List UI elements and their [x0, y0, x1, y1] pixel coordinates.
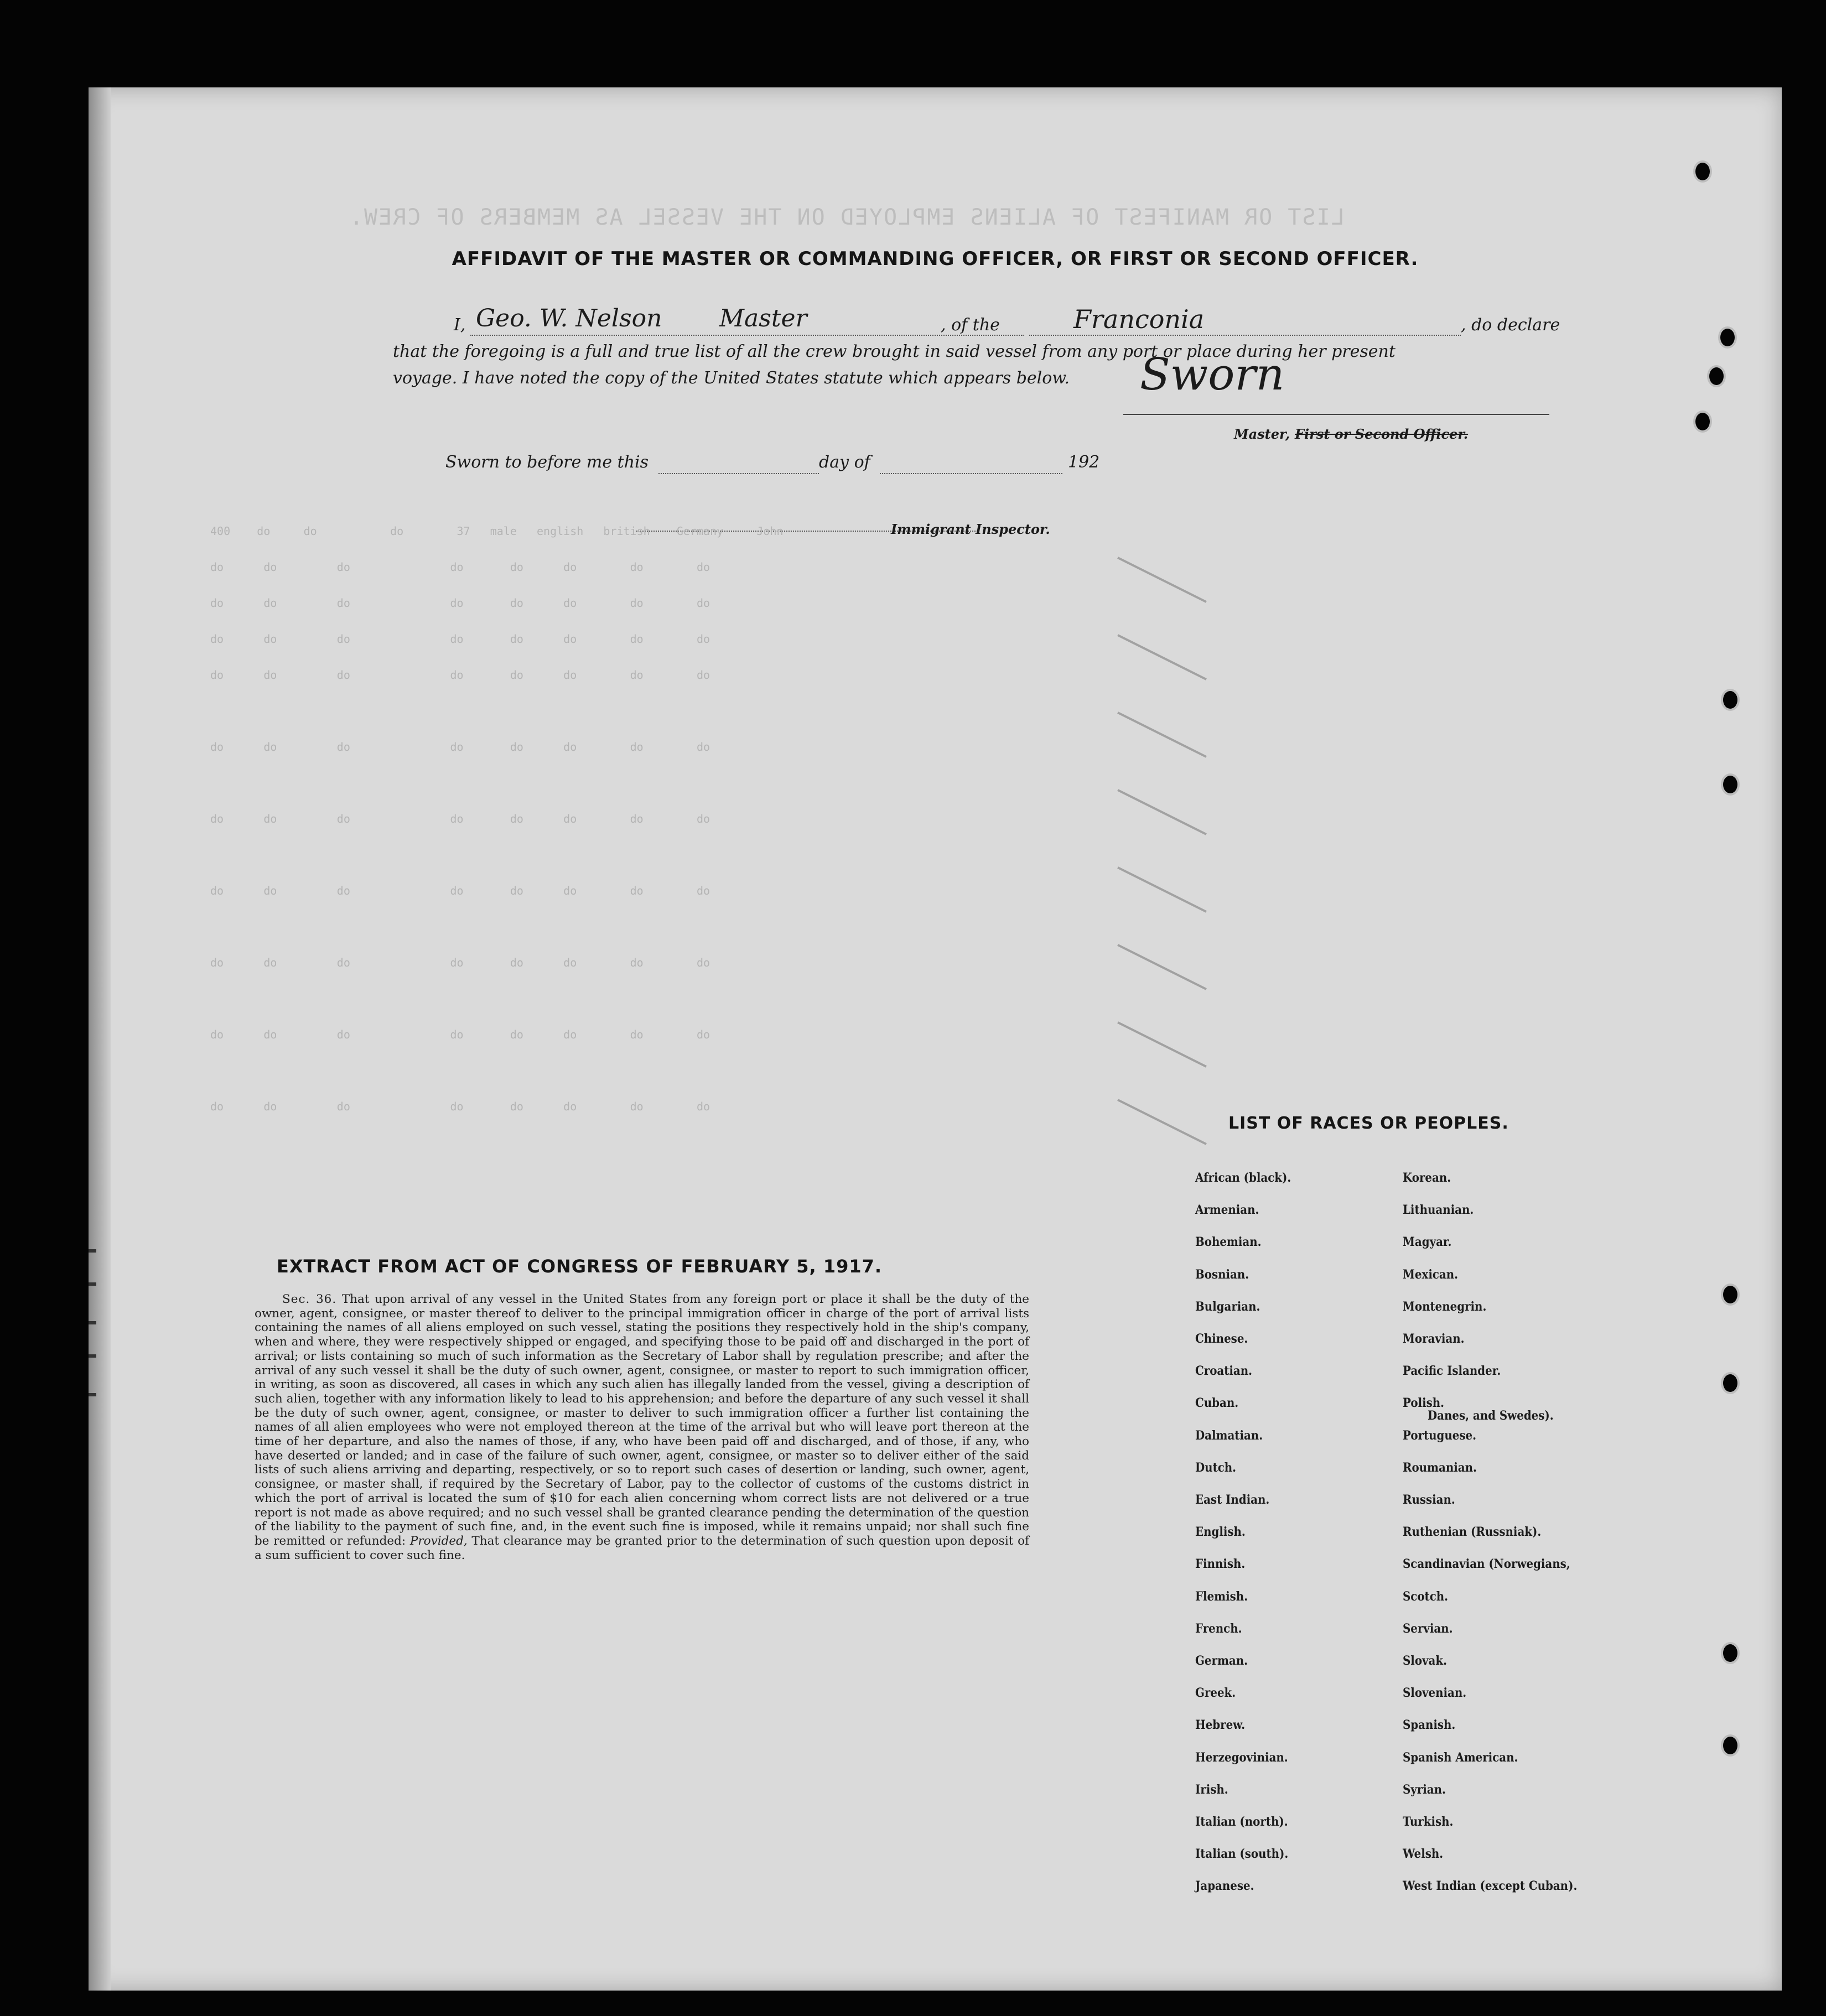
document-page	[89, 87, 1782, 1991]
race-item: Pacific Islander.	[1403, 1364, 1501, 1379]
race-item: Moravian.	[1403, 1332, 1465, 1346]
race-item: Montenegrin.	[1403, 1299, 1487, 1314]
race-item: Italian (south).	[1195, 1847, 1289, 1862]
margin-marks	[89, 1249, 96, 1471]
race-item: Chinese.	[1195, 1332, 1248, 1346]
proviso-label: Provided,	[409, 1534, 468, 1548]
race-item: Welsh.	[1403, 1847, 1444, 1862]
binding-hole	[1721, 1734, 1740, 1757]
race-item: Mexican.	[1403, 1267, 1459, 1282]
race-item: Irish.	[1195, 1782, 1228, 1797]
race-item: Croatian.	[1195, 1364, 1253, 1379]
race-item: Bosnian.	[1195, 1267, 1249, 1282]
signature-line	[1123, 414, 1549, 415]
race-item: Cuban.	[1195, 1396, 1239, 1411]
affidavit-line-2: that the foregoing is a full and true list of all the crew brought in said vessel from any port or place during her present	[393, 342, 1396, 361]
race-item: Turkish.	[1403, 1815, 1454, 1829]
race-item: Armenian.	[1195, 1203, 1259, 1218]
race-item: Greek.	[1195, 1686, 1236, 1701]
proviso-text: That clearance may be granted prior to the determination of such question upon deposit of a sum sufficient to cover such fine.	[255, 1534, 1029, 1562]
race-item: Scotch.	[1403, 1589, 1449, 1604]
binding-hole	[1693, 160, 1712, 183]
race-item: Flemish.	[1195, 1589, 1248, 1604]
binding-hole	[1693, 411, 1712, 433]
extract-body-text: That upon arrival of any vessel in the United States from any foreign port or place it shall be the duty of the owner, agent, consignee, or master thereof to deliver to the principal immigration officer in charge of the port of arrival lists containing the names of all aliens employed on such vessel, stating the positions they respectively hold in the ship's company, when and where, they were respectively shipped or engaged, and specifying those to be paid off and discharged in the port of arrival; or lists containing so much of such information as the Secretary of Labor shall by regulation prescribe; and after the arrival of any such vessel it shall be the duty of such owner, agent, consignee, or master to report to such immigration officer, in writing, as soon as discovered, all cases in which any such alien has illegally landed from the vessel, giving a description of such alien, together with any information likely to lead to his apprehension; and before the departure of any such vessel it shall be the duty of such owner, agent, consignee, or master to deliver to such immigration officer a further list containing the names of all alien employees who were not employed thereon at the time of the arrival but who will leave port thereon at the time of her departure, and also the names of those, if any, who have been paid off and discharged, and of those, if any, who have deserted or landed; and in case of the failure of such owner, agent, consignee, or master so to deliver either of the said lists of such aliens arriving and departing, respectively, or so to report such cases of desertion or landing, such owner, agent, consignee, or master shall, if required by the Secretary of Labor, pay to the collector of customs of the customs district in which the port of arrival is located the sum of $10 for each alien concerning whom correct lists are not delivered or a true report is not made as above required; and no such vessel shall be granted clearance pending the determination of the question of the liability to the payment of such fine, and, in the event such fine is imposed, while it remains unpaid; nor shall such fine be remitted or refunded:	[255, 1292, 1029, 1548]
race-item: African (black).	[1195, 1171, 1291, 1185]
race-item: Magyar.	[1403, 1235, 1452, 1250]
bleed-through-header: LIST OR MANIFEST OF ALIENS EMPLOYED ON THE VESSEL AS MEMBERS OF CREW.	[349, 205, 1345, 230]
race-item: Dutch.	[1195, 1460, 1237, 1475]
section-label: Sec. 36.	[282, 1292, 337, 1306]
race-item: Bohemian.	[1195, 1235, 1262, 1250]
race-item: Syrian.	[1403, 1782, 1446, 1797]
race-item: Hebrew.	[1195, 1718, 1246, 1733]
race-item: Servian.	[1403, 1621, 1453, 1636]
race-item: Scandinavian (Norwegians,	[1403, 1557, 1570, 1572]
race-item: Slovenian.	[1403, 1686, 1467, 1701]
race-item: Finnish.	[1195, 1557, 1246, 1572]
bleed-through-rows: 400 do do do 37 male english british Germany John do do do do do do do do do do do do do do do do do do do do do do do do do do do do do do do do do do do do do do do do do do do do do do do do do do do do do do do do do do do do do do do do do do do do do do do do do do do do do do do do	[210, 524, 784, 1113]
binding-hole	[1707, 365, 1726, 387]
sworn-signature-stamp: Sworn	[1140, 349, 1285, 400]
race-item: Spanish American.	[1403, 1750, 1518, 1765]
race-item: English.	[1195, 1525, 1246, 1540]
races-title: LIST OF RACES OR PEOPLES.	[1228, 1114, 1509, 1133]
race-item: Italian (north).	[1195, 1815, 1288, 1829]
vessel-fill-line	[1029, 334, 1461, 336]
race-item: Slovak.	[1403, 1654, 1447, 1668]
race-item: Korean.	[1403, 1171, 1451, 1185]
sworn-before-label: Sworn to before me this	[445, 453, 649, 472]
race-item: Herzegovinian.	[1195, 1750, 1288, 1765]
race-item: Bulgarian.	[1195, 1299, 1260, 1314]
binding-hole	[1721, 689, 1740, 711]
race-item: Dalmatian.	[1195, 1428, 1263, 1443]
race-item: Ruthenian (Russniak).	[1403, 1525, 1542, 1540]
handwritten-vessel: Franconia	[1073, 304, 1205, 334]
extract-title: EXTRACT FROM ACT OF CONGRESS OF FEBRUARY 5, 1917.	[277, 1256, 883, 1277]
binding-hole	[1721, 1372, 1740, 1394]
affidavit-line-3: voyage. I have noted the copy of the United States statute which appears below.	[393, 368, 1070, 388]
extract-body	[255, 1292, 1029, 1562]
sworn-month-fill-line	[880, 472, 1062, 474]
race-item: Roumanian.	[1403, 1460, 1477, 1475]
handwritten-title: Master	[719, 304, 807, 332]
page-edge	[89, 87, 111, 1991]
race-item: French.	[1195, 1621, 1242, 1636]
binding-hole	[1721, 1284, 1740, 1306]
race-item: Polish.	[1403, 1396, 1445, 1411]
race-item: Japanese.	[1195, 1879, 1254, 1894]
binding-hole	[1721, 1642, 1740, 1664]
sworn-day-of-label: day of	[819, 453, 870, 472]
handwritten-name: Geo. W. Nelson	[476, 304, 662, 332]
race-item: Portuguese.	[1403, 1428, 1477, 1443]
inspector-caption: Immigrant Inspector.	[891, 521, 1050, 537]
affidavit-line-1-suffix: , do declare	[1461, 315, 1560, 335]
race-item: East Indian.	[1195, 1493, 1270, 1507]
race-item: Lithuanian.	[1403, 1203, 1474, 1218]
race-item: Spanish.	[1403, 1718, 1456, 1733]
race-item: West Indian (except Cuban).	[1403, 1879, 1578, 1894]
race-item-continuation: Danes, and Swedes).	[1428, 1409, 1554, 1423]
race-item: German.	[1195, 1654, 1248, 1668]
binding-hole	[1721, 773, 1740, 796]
affidavit-title: AFFIDAVIT OF THE MASTER OR COMMANDING OFFICER, OR FIRST OR SECOND OFFICER.	[452, 248, 1419, 270]
binding-hole	[1718, 326, 1737, 349]
affidavit-line-1-prefix: I,	[454, 315, 466, 335]
sworn-day-fill-line	[658, 472, 819, 474]
sworn-year-label: 192	[1068, 453, 1100, 472]
race-item: Russian.	[1403, 1493, 1455, 1507]
signature-caption-master: Master,	[1234, 426, 1290, 442]
affidavit-line-1-mid: , of the	[941, 315, 1000, 335]
signature-caption-officers: First or Second Officer.	[1295, 426, 1469, 442]
